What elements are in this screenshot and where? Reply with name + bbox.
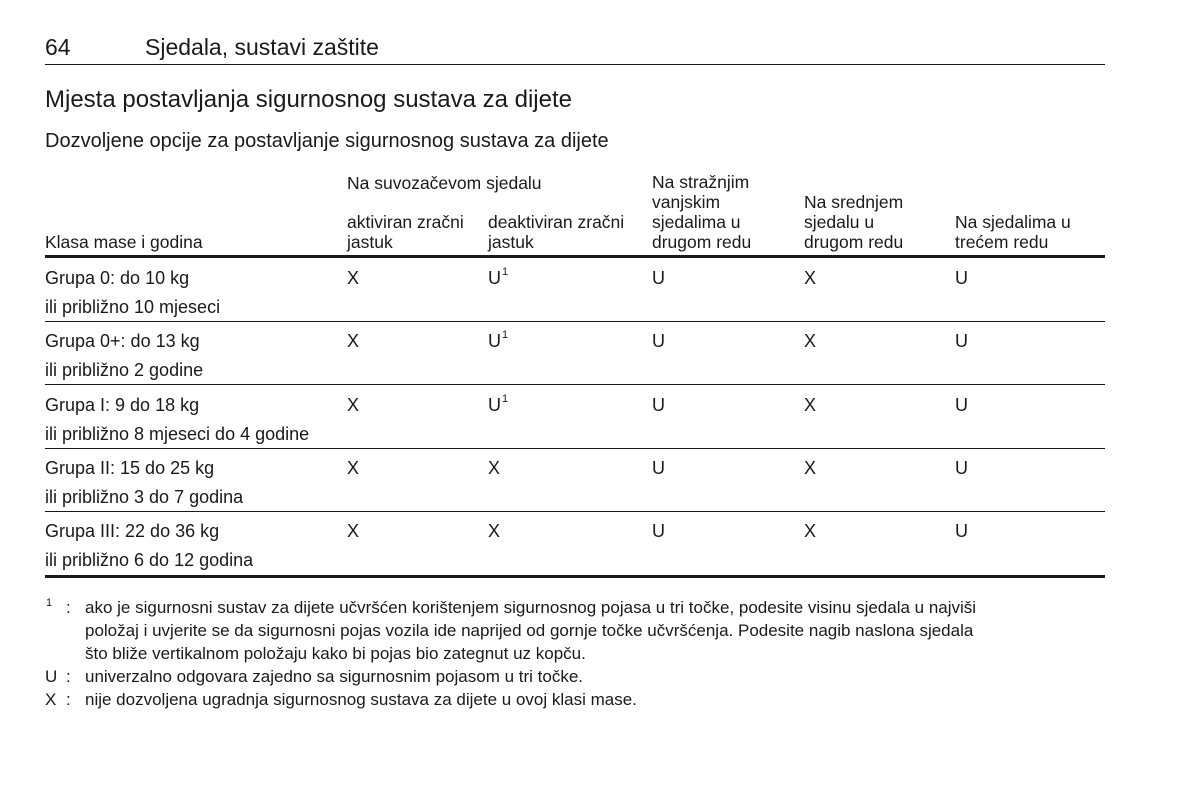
row-age-label: ili približno 3 do 7 godina xyxy=(45,487,244,507)
row-group-label: Grupa 0+: do 13 kg xyxy=(45,331,200,351)
row-divider xyxy=(45,321,1105,322)
cell-rear-middle: X xyxy=(804,458,817,478)
cell-airbag-active: X xyxy=(347,395,360,415)
cell-airbag-active: X xyxy=(347,521,360,541)
cell-rear-middle: X xyxy=(804,521,817,541)
cell-airbag-deactivated: $U^1$ xyxy=(488,266,509,288)
cell-third-row: U xyxy=(955,458,968,478)
row-group-label: Grupa III: 22 do 36 kg xyxy=(45,521,220,541)
footnote-separator: : xyxy=(66,598,71,617)
row-divider xyxy=(45,384,1105,385)
cell-rear-outer: U xyxy=(652,395,665,415)
header-airbag-active: aktiviran zračni jastuk xyxy=(347,212,464,252)
cell-airbag-active: X xyxy=(347,331,360,351)
cell-third-row: U xyxy=(955,395,968,415)
cell-airbag-deactivated: $U^1$ xyxy=(488,329,509,351)
header-third-row-seats: Na sjedalima u trećem redu xyxy=(955,212,1071,252)
row-group-label: Grupa I: 9 do 18 kg xyxy=(45,395,200,415)
header-rear-outer-seats: Na stražnjim vanjskim sjedalima u drugom redu xyxy=(652,172,752,252)
cell-rear-middle: X xyxy=(804,268,817,288)
row-age-label: ili približno 8 mjeseci do 4 godine xyxy=(45,424,310,444)
cell-rear-outer: U xyxy=(652,331,665,351)
footnote-separator: : xyxy=(66,690,71,709)
cell-rear-outer: U xyxy=(652,268,665,288)
cell-rear-middle: X xyxy=(804,331,817,351)
header-weight-class: Klasa mase i godina xyxy=(45,232,203,252)
cell-airbag-deactivated: X xyxy=(488,521,501,541)
row-group-label: Grupa 0: do 10 kg xyxy=(45,268,190,288)
footnote-separator: : xyxy=(66,667,71,686)
table-header-rule xyxy=(45,255,1105,258)
cell-airbag-deactivated: X xyxy=(488,458,501,478)
footnote-key: X xyxy=(45,690,57,709)
header-airbag-deactivated: deaktiviran zračni jastuk xyxy=(488,212,625,252)
row-age-label: ili približno 10 mjeseci xyxy=(45,297,221,317)
row-divider xyxy=(45,448,1105,449)
row-age-label: ili približno 2 godine xyxy=(45,360,204,380)
cell-rear-middle: X xyxy=(804,395,817,415)
cell-third-row: U xyxy=(955,331,968,351)
footnote-key: 1 xyxy=(46,597,53,609)
footnote-text: nije dozvoljena ugradnja sigurnosnog sustava za dijete u ovoj klasi mase. xyxy=(85,690,637,709)
row-divider xyxy=(45,511,1105,512)
row-group-label: Grupa II: 15 do 25 kg xyxy=(45,458,215,478)
table-bottom-rule xyxy=(45,575,1105,578)
page-number: 64 xyxy=(45,34,71,60)
cell-rear-outer: U xyxy=(652,521,665,541)
cell-airbag-active: X xyxy=(347,268,360,288)
header-rear-middle-seat: Na srednjem sjedalu u drugom redu xyxy=(804,192,904,252)
section-subtitle: Dozvoljene opcije za postavljanje sigurnosnog sustava za dijete xyxy=(45,130,609,152)
cell-third-row: U xyxy=(955,521,968,541)
cell-rear-outer: U xyxy=(652,458,665,478)
cell-third-row: U xyxy=(955,268,968,288)
footnote-key: U xyxy=(45,667,58,686)
cell-airbag-active: X xyxy=(347,458,360,478)
footnote-text: univerzalno odgovara zajedno sa sigurnosnim pojasom u tri točke. xyxy=(85,667,583,686)
footnote-text: ako je sigurnosni sustav za dijete učvršćen korištenjem sigurnosnog pojasa u tri točke, podesite visinu sjedala u najviši položaj i uvjerite se da sigurnosni pojas vozila ide naprijed od gornje točke učvršćenja. Podesite nagib naslona sjedala što bliže vertikalnom položaju kako bi pojas bio zategnut uz kopču. xyxy=(85,598,977,663)
chapter-title: Sjedala, sustavi zaštite xyxy=(145,34,379,60)
header-rule xyxy=(45,64,1105,65)
cell-airbag-deactivated: $U^1$ xyxy=(488,393,509,415)
section-title: Mjesta postavljanja sigurnosnog sustava za dijete xyxy=(45,86,572,113)
row-age-label: ili približno 6 do 12 godina xyxy=(45,550,254,570)
header-front-passenger-seat: Na suvozačevom sjedalu xyxy=(347,173,542,193)
